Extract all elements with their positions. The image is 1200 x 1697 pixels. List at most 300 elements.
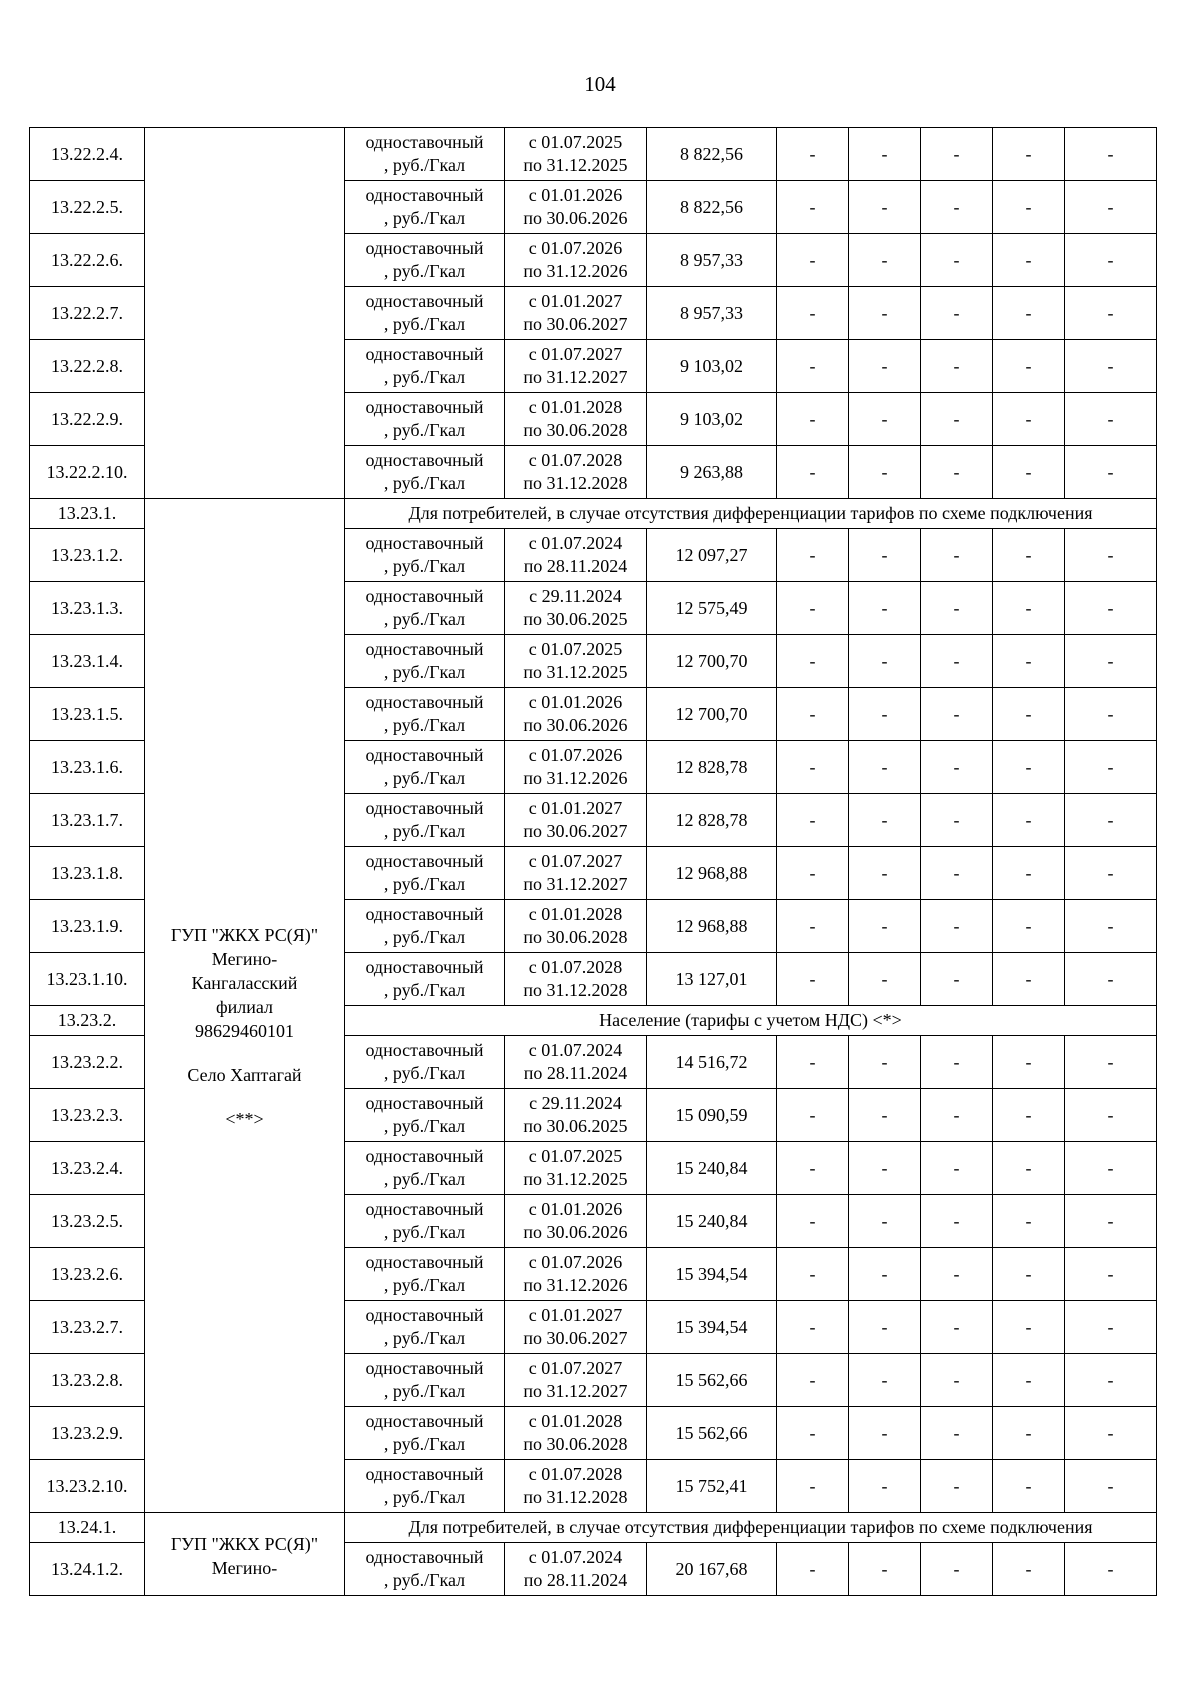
empty-value-dash: - bbox=[777, 847, 849, 900]
empty-value-dash: - bbox=[1065, 741, 1157, 794]
rate-type-line: одноставочный bbox=[365, 1464, 484, 1484]
row-number: 13.23.2.9. bbox=[30, 1407, 145, 1460]
tariff-value: 12 097,27 bbox=[647, 529, 777, 582]
rate-type-line: одноставочный bbox=[365, 639, 484, 659]
rate-unit-line: , руб./Гкал bbox=[383, 208, 466, 228]
rate-type bbox=[345, 847, 505, 900]
row-number: 13.23.2.4. bbox=[30, 1142, 145, 1195]
period-end: по 28.11.2024 bbox=[523, 1063, 628, 1083]
tariff-value: 12 700,70 bbox=[647, 688, 777, 741]
section-title: Для потребителей, в случае отсутствия дифференциации тарифов по схеме подключения bbox=[345, 499, 1157, 529]
rate-type-line: одноставочный bbox=[365, 291, 484, 311]
empty-value-dash: - bbox=[849, 1089, 921, 1142]
empty-value-dash: - bbox=[921, 1036, 993, 1089]
tariff-value: 14 516,72 bbox=[647, 1036, 777, 1089]
rate-type-line: одноставочный bbox=[365, 692, 484, 712]
empty-value-dash: - bbox=[1065, 1543, 1157, 1596]
empty-value-dash: - bbox=[849, 1248, 921, 1301]
empty-value-dash: - bbox=[849, 635, 921, 688]
rate-unit-line: , руб./Гкал bbox=[383, 980, 466, 1000]
organization-name-line: ГУП "ЖКХ РС(Я)" bbox=[170, 1534, 319, 1554]
validity-period bbox=[505, 1407, 647, 1460]
empty-value-dash: - bbox=[849, 446, 921, 499]
empty-value-dash: - bbox=[1065, 1460, 1157, 1513]
period-start: с 01.07.2026 bbox=[528, 1252, 623, 1272]
rate-type-line: одноставочный bbox=[365, 1547, 484, 1567]
row-number: 13.23.1.10. bbox=[30, 953, 145, 1006]
rate-unit-line: , руб./Гкал bbox=[383, 314, 466, 334]
empty-value-dash: - bbox=[1065, 582, 1157, 635]
empty-value-dash: - bbox=[993, 181, 1065, 234]
empty-value-dash: - bbox=[993, 1142, 1065, 1195]
row-number: 13.22.2.7. bbox=[30, 287, 145, 340]
empty-value-dash: - bbox=[777, 1142, 849, 1195]
rate-type bbox=[345, 1195, 505, 1248]
rate-type bbox=[345, 1354, 505, 1407]
empty-value-dash: - bbox=[849, 1543, 921, 1596]
empty-value-dash: - bbox=[993, 582, 1065, 635]
empty-value-dash: - bbox=[849, 847, 921, 900]
empty-value-dash: - bbox=[849, 181, 921, 234]
empty-value-dash: - bbox=[921, 582, 993, 635]
empty-value-dash: - bbox=[849, 1036, 921, 1089]
rate-unit-line: , руб./Гкал bbox=[383, 1222, 466, 1242]
empty-value-dash: - bbox=[921, 741, 993, 794]
period-start: с 01.07.2026 bbox=[528, 238, 623, 258]
row-number: 13.23.2.5. bbox=[30, 1195, 145, 1248]
rate-type-line: одноставочный bbox=[365, 344, 484, 364]
rate-unit-line: , руб./Гкал bbox=[383, 473, 466, 493]
period-end: по 30.06.2027 bbox=[523, 821, 628, 841]
tariff-value: 9 263,88 bbox=[647, 446, 777, 499]
rate-unit-line: , руб./Гкал bbox=[383, 1116, 466, 1136]
row-number: 13.23.1.8. bbox=[30, 847, 145, 900]
empty-value-dash: - bbox=[777, 953, 849, 1006]
tariff-table-body bbox=[30, 128, 1157, 1596]
period-end: по 31.12.2025 bbox=[523, 1169, 628, 1189]
rate-type-line: одноставочный bbox=[365, 851, 484, 871]
rate-type-line: одноставочный bbox=[365, 1252, 484, 1272]
empty-value-dash: - bbox=[849, 688, 921, 741]
organization-block bbox=[145, 881, 344, 1131]
empty-value-dash: - bbox=[993, 741, 1065, 794]
tariff-value: 15 394,54 bbox=[647, 1301, 777, 1354]
organization-cell bbox=[145, 128, 345, 499]
validity-period bbox=[505, 1036, 647, 1089]
empty-value-dash: - bbox=[921, 1460, 993, 1513]
empty-value-dash: - bbox=[849, 1407, 921, 1460]
row-number: 13.23.2. bbox=[30, 1006, 145, 1036]
period-start: с 01.01.2026 bbox=[528, 1199, 623, 1219]
tariff-value: 8 822,56 bbox=[647, 181, 777, 234]
empty-value-dash: - bbox=[849, 1301, 921, 1354]
validity-period bbox=[505, 1460, 647, 1513]
row-number: 13.23.1.2. bbox=[30, 529, 145, 582]
row-number: 13.23.1.4. bbox=[30, 635, 145, 688]
empty-value-dash: - bbox=[993, 953, 1065, 1006]
rate-type bbox=[345, 529, 505, 582]
footnote-mark: <**> bbox=[225, 1108, 264, 1129]
empty-value-dash: - bbox=[921, 1407, 993, 1460]
empty-value-dash: - bbox=[921, 1195, 993, 1248]
tariff-value: 15 394,54 bbox=[647, 1248, 777, 1301]
empty-value-dash: - bbox=[921, 1543, 993, 1596]
empty-value-dash: - bbox=[993, 529, 1065, 582]
empty-value-dash: - bbox=[1065, 1089, 1157, 1142]
validity-period bbox=[505, 1195, 647, 1248]
row-number: 13.23.1.5. bbox=[30, 688, 145, 741]
section-title: Население (тарифы с учетом НДС) <*> bbox=[345, 1006, 1157, 1036]
empty-value-dash: - bbox=[849, 1195, 921, 1248]
empty-value-dash: - bbox=[777, 181, 849, 234]
row-number: 13.24.1. bbox=[30, 1513, 145, 1543]
period-start: с 01.07.2028 bbox=[528, 1464, 623, 1484]
empty-value-dash: - bbox=[777, 529, 849, 582]
empty-value-dash: - bbox=[777, 1543, 849, 1596]
empty-value-dash: - bbox=[1065, 446, 1157, 499]
empty-value-dash: - bbox=[993, 393, 1065, 446]
empty-value-dash: - bbox=[993, 1301, 1065, 1354]
section-title: Для потребителей, в случае отсутствия дифференциации тарифов по схеме подключения bbox=[345, 1513, 1157, 1543]
validity-period bbox=[505, 128, 647, 181]
period-start: с 01.01.2028 bbox=[528, 1411, 623, 1431]
empty-value-dash: - bbox=[1065, 847, 1157, 900]
rate-type-line: одноставочный bbox=[365, 586, 484, 606]
rate-type bbox=[345, 393, 505, 446]
rate-unit-line: , руб./Гкал bbox=[383, 367, 466, 387]
empty-value-dash: - bbox=[993, 1036, 1065, 1089]
tariff-value: 12 828,78 bbox=[647, 794, 777, 847]
empty-value-dash: - bbox=[1065, 181, 1157, 234]
rate-type-line: одноставочный bbox=[365, 397, 484, 417]
validity-period bbox=[505, 340, 647, 393]
empty-value-dash: - bbox=[849, 1354, 921, 1407]
empty-value-dash: - bbox=[777, 741, 849, 794]
empty-value-dash: - bbox=[921, 688, 993, 741]
empty-value-dash: - bbox=[777, 340, 849, 393]
tariff-value: 8 957,33 bbox=[647, 234, 777, 287]
validity-period bbox=[505, 847, 647, 900]
period-start: с 29.11.2024 bbox=[529, 1093, 622, 1113]
validity-period bbox=[505, 582, 647, 635]
empty-value-dash: - bbox=[921, 181, 993, 234]
empty-value-dash: - bbox=[777, 1089, 849, 1142]
rate-type-line: одноставочный bbox=[365, 1146, 484, 1166]
validity-period bbox=[505, 234, 647, 287]
period-end: по 30.06.2025 bbox=[523, 1116, 628, 1136]
period-end: по 31.12.2026 bbox=[523, 768, 628, 788]
rate-unit-line: , руб./Гкал bbox=[383, 1570, 466, 1590]
empty-value-dash: - bbox=[849, 393, 921, 446]
rate-type-line: одноставочный bbox=[365, 798, 484, 818]
validity-period bbox=[505, 900, 647, 953]
tariff-value: 9 103,02 bbox=[647, 340, 777, 393]
empty-value-dash: - bbox=[921, 393, 993, 446]
empty-value-dash: - bbox=[921, 1301, 993, 1354]
empty-value-dash: - bbox=[1065, 287, 1157, 340]
rate-type bbox=[345, 794, 505, 847]
empty-value-dash: - bbox=[993, 794, 1065, 847]
row-number: 13.22.2.10. bbox=[30, 446, 145, 499]
period-end: по 28.11.2024 bbox=[523, 1570, 628, 1590]
settlement-name: Село Хаптагай bbox=[187, 1064, 302, 1085]
organization-cell bbox=[145, 1513, 345, 1596]
empty-value-dash: - bbox=[1065, 1248, 1157, 1301]
tariff-value: 20 167,68 bbox=[647, 1543, 777, 1596]
organization-cell bbox=[145, 499, 345, 1513]
row-number: 13.23.2.7. bbox=[30, 1301, 145, 1354]
row-number: 13.23.1.7. bbox=[30, 794, 145, 847]
period-end: по 31.12.2028 bbox=[523, 980, 628, 1000]
empty-value-dash: - bbox=[1065, 340, 1157, 393]
validity-period bbox=[505, 446, 647, 499]
empty-value-dash: - bbox=[1065, 234, 1157, 287]
empty-value-dash: - bbox=[993, 1195, 1065, 1248]
spacer bbox=[145, 1043, 344, 1063]
rate-type-line: одноставочный bbox=[365, 185, 484, 205]
rate-type bbox=[345, 1036, 505, 1089]
empty-value-dash: - bbox=[921, 446, 993, 499]
rate-unit-line: , руб./Гкал bbox=[383, 662, 466, 682]
empty-value-dash: - bbox=[921, 1354, 993, 1407]
period-start: с 01.07.2027 bbox=[528, 344, 623, 364]
period-end: по 31.12.2028 bbox=[523, 1487, 628, 1507]
rate-type bbox=[345, 582, 505, 635]
tariff-value: 15 752,41 bbox=[647, 1460, 777, 1513]
period-end: по 30.06.2028 bbox=[523, 420, 628, 440]
rate-unit-line: , руб./Гкал bbox=[383, 1487, 466, 1507]
empty-value-dash: - bbox=[777, 1195, 849, 1248]
empty-value-dash: - bbox=[777, 900, 849, 953]
empty-value-dash: - bbox=[921, 287, 993, 340]
rate-unit-line: , руб./Гкал bbox=[383, 768, 466, 788]
organization-block bbox=[145, 1528, 344, 1580]
empty-value-dash: - bbox=[1065, 688, 1157, 741]
period-end: по 30.06.2026 bbox=[523, 715, 628, 735]
organization-name-line: Мегино- bbox=[211, 948, 278, 969]
period-end: по 30.06.2028 bbox=[523, 927, 628, 947]
empty-value-dash: - bbox=[777, 234, 849, 287]
period-start: с 01.01.2026 bbox=[528, 692, 623, 712]
rate-type bbox=[345, 128, 505, 181]
empty-value-dash: - bbox=[993, 1354, 1065, 1407]
empty-value-dash: - bbox=[849, 900, 921, 953]
period-end: по 31.12.2026 bbox=[523, 261, 628, 281]
rate-type bbox=[345, 1301, 505, 1354]
rate-unit-line: , руб./Гкал bbox=[383, 155, 466, 175]
rate-type-line: одноставочный bbox=[365, 1040, 484, 1060]
tariff-value: 15 090,59 bbox=[647, 1089, 777, 1142]
period-start: с 01.07.2024 bbox=[528, 1040, 623, 1060]
rate-unit-line: , руб./Гкал bbox=[383, 1275, 466, 1295]
validity-period bbox=[505, 953, 647, 1006]
period-start: с 01.01.2027 bbox=[528, 798, 623, 818]
period-start: с 01.01.2026 bbox=[528, 185, 623, 205]
empty-value-dash: - bbox=[921, 794, 993, 847]
empty-value-dash: - bbox=[1065, 1301, 1157, 1354]
validity-period bbox=[505, 1248, 647, 1301]
row-number: 13.22.2.5. bbox=[30, 181, 145, 234]
tariff-value: 12 700,70 bbox=[647, 635, 777, 688]
rate-unit-line: , руб./Гкал bbox=[383, 556, 466, 576]
rate-type bbox=[345, 234, 505, 287]
empty-value-dash: - bbox=[993, 847, 1065, 900]
period-start: с 01.07.2026 bbox=[528, 745, 623, 765]
empty-value-dash: - bbox=[777, 1248, 849, 1301]
rate-type bbox=[345, 287, 505, 340]
validity-period bbox=[505, 1354, 647, 1407]
rate-type bbox=[345, 635, 505, 688]
rate-unit-line: , руб./Гкал bbox=[383, 927, 466, 947]
validity-period bbox=[505, 1089, 647, 1142]
section-header-row bbox=[30, 499, 1157, 529]
period-start: с 01.07.2025 bbox=[528, 639, 623, 659]
period-end: по 30.06.2027 bbox=[523, 314, 628, 334]
empty-value-dash: - bbox=[777, 287, 849, 340]
tariff-value: 9 103,02 bbox=[647, 393, 777, 446]
empty-value-dash: - bbox=[1065, 953, 1157, 1006]
rate-unit-line: , руб./Гкал bbox=[383, 420, 466, 440]
rate-type-line: одноставочный bbox=[365, 1093, 484, 1113]
period-start: с 01.07.2028 bbox=[528, 450, 623, 470]
period-start: с 01.07.2028 bbox=[528, 957, 623, 977]
empty-value-dash: - bbox=[993, 128, 1065, 181]
period-end: по 31.12.2025 bbox=[523, 155, 628, 175]
row-number: 13.24.1.2. bbox=[30, 1543, 145, 1596]
empty-value-dash: - bbox=[1065, 1195, 1157, 1248]
period-start: с 01.07.2025 bbox=[528, 1146, 623, 1166]
rate-type bbox=[345, 1089, 505, 1142]
validity-period bbox=[505, 741, 647, 794]
rate-type bbox=[345, 1248, 505, 1301]
period-start: с 01.07.2024 bbox=[528, 533, 623, 553]
empty-value-dash: - bbox=[849, 953, 921, 1006]
row-number: 13.23.2.10. bbox=[30, 1460, 145, 1513]
rate-type bbox=[345, 340, 505, 393]
period-end: по 31.12.2028 bbox=[523, 473, 628, 493]
rate-unit-line: , руб./Гкал bbox=[383, 874, 466, 894]
validity-period bbox=[505, 688, 647, 741]
tariff-value: 12 575,49 bbox=[647, 582, 777, 635]
period-start: с 01.01.2027 bbox=[528, 1305, 623, 1325]
validity-period bbox=[505, 393, 647, 446]
page-number: 104 bbox=[584, 72, 616, 96]
empty-value-dash: - bbox=[1065, 635, 1157, 688]
tariff-value: 8 822,56 bbox=[647, 128, 777, 181]
empty-value-dash: - bbox=[777, 393, 849, 446]
rate-unit-line: , руб./Гкал bbox=[383, 261, 466, 281]
empty-value-dash: - bbox=[993, 287, 1065, 340]
rate-type-line: одноставочный bbox=[365, 1199, 484, 1219]
tariff-value: 15 240,84 bbox=[647, 1195, 777, 1248]
period-end: по 30.06.2027 bbox=[523, 1328, 628, 1348]
rate-type-line: одноставочный bbox=[365, 1305, 484, 1325]
empty-value-dash: - bbox=[993, 1089, 1065, 1142]
validity-period bbox=[505, 287, 647, 340]
rate-type bbox=[345, 1407, 505, 1460]
rate-type bbox=[345, 446, 505, 499]
empty-value-dash: - bbox=[993, 635, 1065, 688]
empty-value-dash: - bbox=[777, 1301, 849, 1354]
empty-value-dash: - bbox=[777, 582, 849, 635]
period-end: по 31.12.2026 bbox=[523, 1275, 628, 1295]
tariff-value: 15 562,66 bbox=[647, 1407, 777, 1460]
empty-value-dash: - bbox=[921, 340, 993, 393]
period-start: с 01.07.2024 bbox=[528, 1547, 623, 1567]
rate-type bbox=[345, 1142, 505, 1195]
empty-value-dash: - bbox=[777, 1354, 849, 1407]
row-number: 13.23.1.9. bbox=[30, 900, 145, 953]
rate-type-line: одноставочный bbox=[365, 238, 484, 258]
organization-name-line: филиал bbox=[215, 996, 274, 1017]
period-end: по 30.06.2026 bbox=[523, 208, 628, 228]
rate-type bbox=[345, 688, 505, 741]
empty-value-dash: - bbox=[993, 1460, 1065, 1513]
organization-name-line: ГУП "ЖКХ РС(Я)" bbox=[170, 924, 319, 945]
empty-value-dash: - bbox=[777, 688, 849, 741]
empty-value-dash: - bbox=[1065, 1407, 1157, 1460]
empty-value-dash: - bbox=[1065, 900, 1157, 953]
tariff-value: 8 957,33 bbox=[647, 287, 777, 340]
empty-value-dash: - bbox=[1065, 794, 1157, 847]
rate-type-line: одноставочный bbox=[365, 745, 484, 765]
empty-value-dash: - bbox=[1065, 1354, 1157, 1407]
rate-unit-line: , руб./Гкал bbox=[383, 1063, 466, 1083]
spacer bbox=[145, 1087, 344, 1107]
rate-type-line: одноставочный bbox=[365, 1411, 484, 1431]
empty-value-dash: - bbox=[921, 128, 993, 181]
row-number: 13.23.2.2. bbox=[30, 1036, 145, 1089]
empty-value-dash: - bbox=[921, 1248, 993, 1301]
empty-value-dash: - bbox=[993, 1248, 1065, 1301]
period-end: по 30.06.2025 bbox=[523, 609, 628, 629]
empty-value-dash: - bbox=[849, 287, 921, 340]
period-start: с 01.07.2025 bbox=[528, 132, 623, 152]
rate-unit-line: , руб./Гкал bbox=[383, 1328, 466, 1348]
rate-type-line: одноставочный bbox=[365, 904, 484, 924]
row-number: 13.23.1. bbox=[30, 499, 145, 529]
empty-value-dash: - bbox=[777, 635, 849, 688]
period-start: с 01.07.2027 bbox=[528, 1358, 623, 1378]
rate-unit-line: , руб./Гкал bbox=[383, 715, 466, 735]
empty-value-dash: - bbox=[849, 582, 921, 635]
validity-period bbox=[505, 1543, 647, 1596]
empty-value-dash: - bbox=[921, 900, 993, 953]
tariff-value: 15 562,66 bbox=[647, 1354, 777, 1407]
rate-type bbox=[345, 741, 505, 794]
empty-value-dash: - bbox=[993, 446, 1065, 499]
empty-value-dash: - bbox=[993, 900, 1065, 953]
empty-value-dash: - bbox=[777, 1407, 849, 1460]
empty-value-dash: - bbox=[921, 234, 993, 287]
empty-value-dash: - bbox=[993, 1407, 1065, 1460]
validity-period bbox=[505, 181, 647, 234]
rate-unit-line: , руб./Гкал bbox=[383, 1381, 466, 1401]
oktmo-code: 98629460101 bbox=[195, 1020, 294, 1041]
empty-value-dash: - bbox=[993, 1543, 1065, 1596]
row-number: 13.23.1.6. bbox=[30, 741, 145, 794]
section-header-row bbox=[30, 1513, 1157, 1543]
empty-value-dash: - bbox=[849, 128, 921, 181]
organization-name-line: Кангаласский bbox=[191, 972, 298, 993]
row-number: 13.22.2.6. bbox=[30, 234, 145, 287]
validity-period bbox=[505, 1142, 647, 1195]
empty-value-dash: - bbox=[777, 794, 849, 847]
tariff-value: 12 828,78 bbox=[647, 741, 777, 794]
period-end: по 30.06.2028 bbox=[523, 1434, 628, 1454]
empty-value-dash: - bbox=[921, 1089, 993, 1142]
rate-type-line: одноставочный bbox=[365, 1358, 484, 1378]
